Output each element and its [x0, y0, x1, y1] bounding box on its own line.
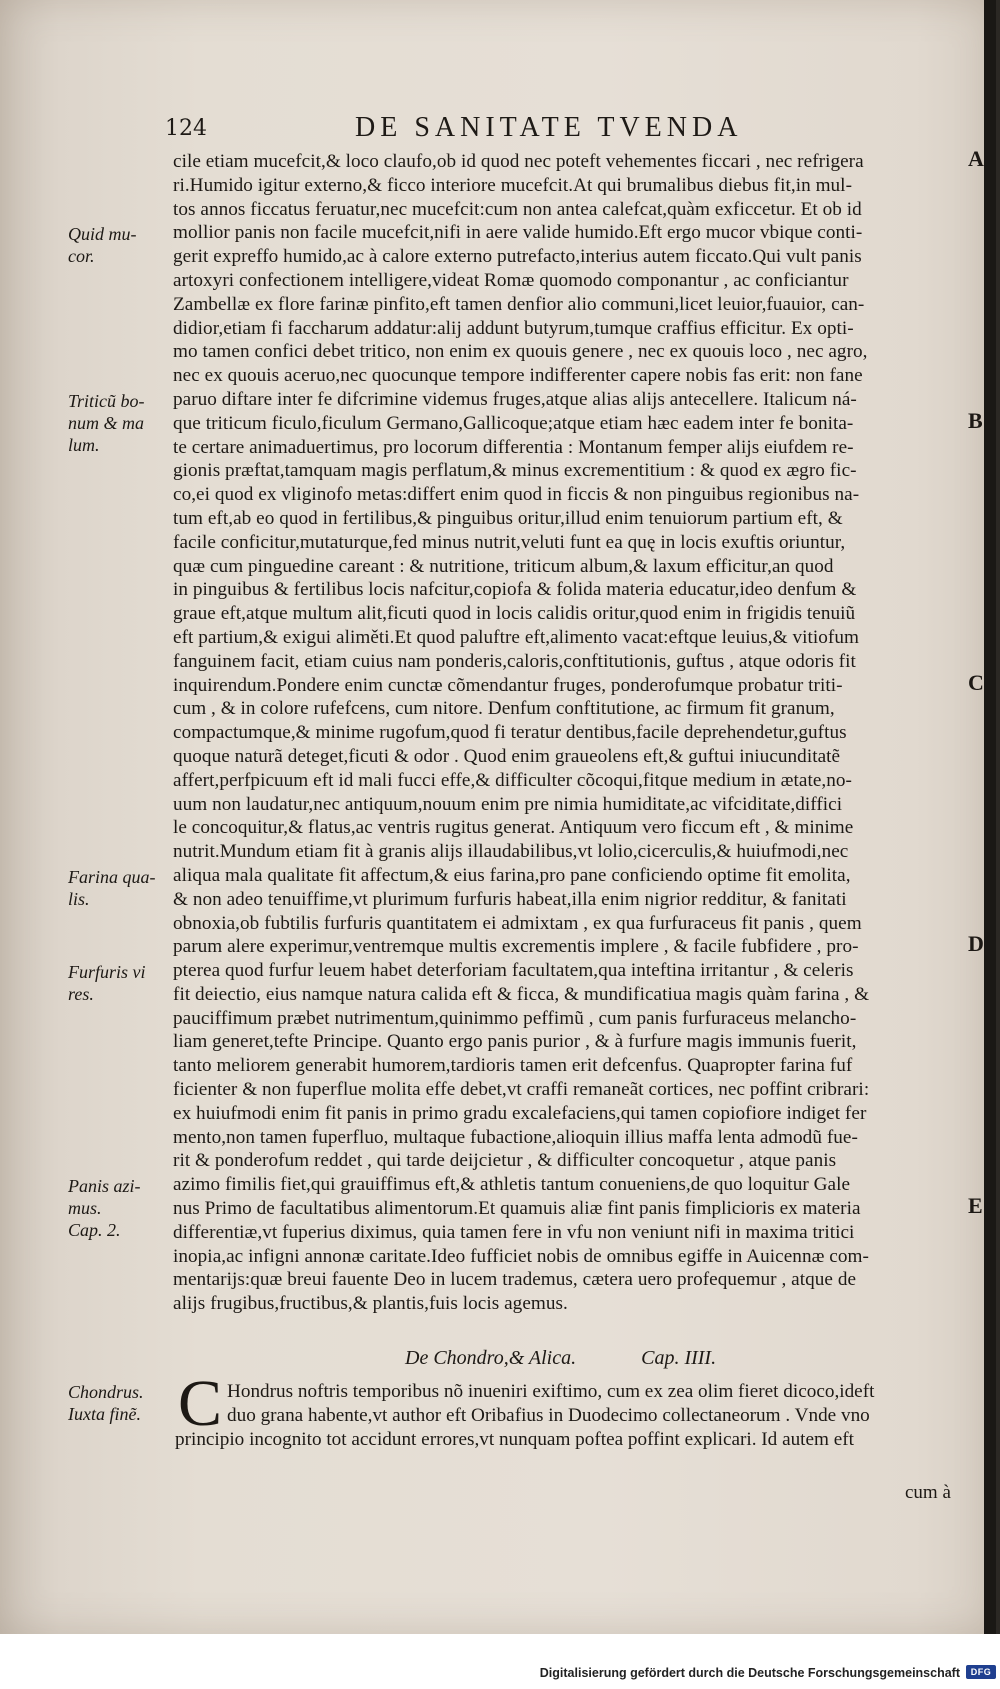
text-line: tanto meliorem generabit humorem,tardioris tamen erit defcenfus. Quapropter farina fuf	[173, 1055, 853, 1077]
chapter-text-line: duo grana habente,vt author eft Oribafius in Duodecimo collectaneorum . Vnde vno	[227, 1405, 870, 1426]
text-line: fanguinem facit, etiam cuius nam ponderis,caloris,conftitutionis, guftus , atque odoris fit	[173, 650, 856, 672]
footer-credit: Digitalisierung gefördert durch die Deutsche Forschungsgemeinschaft	[539, 1666, 960, 1680]
text-line: gionis præftat,tamquam magis perflatum,& minus excrementitium : & quod ex ægro fic-	[173, 460, 857, 482]
margin-note-line: lis.	[68, 889, 90, 909]
text-line: paruo diftare inter fe difcrimine videmus fruges,atque alias alijs antecellere. Italicum ná-	[173, 388, 857, 410]
text-line: obnoxia,ob fubtilis furfuris quantitatem ei admixtam , ex qua furfuraceus fit panis , quem	[173, 912, 862, 934]
chapter-text	[175, 1380, 960, 1452]
section-marker: B	[968, 407, 983, 433]
main-text	[173, 150, 960, 1316]
text-line: mo tamen confici debet tritico, non enim ex quouis genere , nec ex quouis loco , nec agro,	[173, 341, 868, 363]
margin-note-line: Farina qua-	[68, 867, 156, 887]
chapter-number: Cap. IIII.	[641, 1347, 717, 1369]
margin-note-line: Furfuris vi	[68, 962, 146, 983]
text-line: ficienter & non fuperflue molita effe debet,vt craffi remaneãt cortices, nec poffint cribrari:	[173, 1079, 870, 1101]
text-line: inopia,ac infigni annonæ caritate.Ideo fufficiet nobis de omnibus egiffe in Auicennæ com-	[173, 1245, 869, 1267]
text-line: gerit expreffo humido,ac à calore externo putrefacto,interius autem ficcato.Qui vult panis	[173, 246, 862, 268]
text-line: le concoquitur,& flatus,ac ventris rugitus generat. Antiquum vero ficcum eft , & minime	[173, 817, 854, 839]
text-line: Zambellæ ex flore farinæ pinfito,eft tamen denfior alio communi,licet leuior,fuauior, can-	[173, 293, 865, 315]
margin-note-line: Cap. 2.	[68, 1220, 121, 1241]
margin-note	[68, 223, 168, 267]
text-line: nus Primo de facultatibus alimentorum.Et quamuis aliæ fint panis fimplicioris ex materia	[173, 1198, 861, 1220]
page-edge-shadow	[996, 0, 1000, 1634]
drop-cap: C	[178, 1367, 223, 1440]
margin-note-line: Chondrus.	[68, 1382, 144, 1402]
text-line: pterea quod furfur leuem habet deterforiam facultatem,qua inteftina irritantur , & celeris	[173, 960, 854, 982]
margin-note	[68, 390, 168, 456]
margin-note	[68, 961, 168, 1005]
page-header	[165, 108, 815, 152]
page-number: 124	[165, 116, 207, 141]
margin-note-line: lum.	[68, 435, 100, 455]
catchword: cum à	[905, 1482, 951, 1503]
text-line: ri.Humido igitur externo,& ficco interiore mucefcit.At qui brumalibus diebus fit,in mul-	[173, 174, 853, 196]
margin-note-line: res.	[68, 984, 94, 1005]
margin-note-line: Iuxta finẽ.	[68, 1404, 141, 1424]
text-line: cum , & in colore rufefcens, cum nitore. Denfum conftitutione, ac firmum fit granum,	[173, 698, 835, 720]
margin-note	[68, 1175, 168, 1241]
text-line: eft partium,& exigui aliměti.Et quod paluftre eft,alimento vacat:eftque leuius,& vitiofum	[173, 626, 859, 648]
text-line: compactumque,& minime rugofum,quod fi teratur dentibus,facile deprehendetur,guftus	[173, 722, 847, 744]
text-line: graue eft,atque multum alit,ficuti quod in locis calidis oritur,quod enim in frigidis tenuiũ	[173, 603, 856, 625]
text-line: que triticum ficulo,ficulum Germano,Gallicoque;atque etiam hæc eadem inter fe bonita-	[173, 412, 854, 434]
text-line: in pinguibus & fertilibus locis nafcitur,copiofa & folida materia educatur,ideo denfum &	[173, 579, 857, 601]
margin-note-line: num & ma	[68, 413, 144, 433]
text-line: alijs frugibus,fructibus,& plantis,fuis locis agemus.	[173, 1293, 568, 1315]
text-line: liam generet,tefte Principe. Quanto ergo panis purior , & à furfure magis immunis fuerit,	[173, 1031, 857, 1053]
running-title: DE SANITATE TVENDA	[355, 112, 743, 143]
text-line: quæ cum pinguedine careant : & nutritione, triticum album,& laxum efficitur,an quod	[173, 555, 834, 577]
margin-note-line: cor.	[68, 246, 95, 267]
text-line: affert,perfpicuum eft id mali fucci effe,& difficulter cõcoqui,fitque medium in ætate,no-	[173, 769, 852, 791]
text-line: azimo fimilis fiet,qui grauiffimus eft,& athletis tantum conueniens,de quo loquitur Gale	[173, 1174, 851, 1196]
text-line: ex huiufmodi enim fit panis in primo gradu excalefaciens,qui tamen copiofiore indiget fer	[173, 1102, 867, 1124]
chapter-heading	[405, 1347, 716, 1370]
dfg-logo: DFG	[966, 1665, 996, 1679]
section-marker: C	[968, 669, 984, 695]
text-line: mollior panis non facile mucefcit,nifi in aere valide humido.Eft ergo mucor vbique conti-	[173, 222, 863, 244]
text-line: inquirendum.Pondere enim cunctæ cõmendantur fruges, ponderofumque probatur triti-	[173, 674, 843, 696]
text-line: mentarijs:quæ breui fauente Deo in lucem trademus, cætera uero profequemur , atque de	[173, 1269, 857, 1291]
chapter-text-line: Hondrus noftris temporibus nõ inueniri exiftimo, cum ex zea olim fieret dicoco,ideft	[227, 1381, 875, 1402]
margin-note-line: Quid mu-	[68, 224, 137, 245]
text-line: fit deiectio, eius namque natura calida eft & ficca, & mundificatiua magis quàm farina , &	[173, 983, 870, 1005]
margin-note-line: mus.	[68, 1198, 102, 1219]
text-line: tos annos ficcatus feruatur,nec mucefcit:cum non antea calefcat,quàm exficcetur. Et ob id	[173, 198, 862, 220]
text-line: nutrit.Mundum etiam fit à granis alijs illaudabilibus,vt lolio,cicerculis,& huiufmodi,nec	[173, 841, 849, 863]
text-line: differentiæ,vt fuperius diximus, quia tamen fere in vfu non veniunt nifi in maxima tritici	[173, 1221, 855, 1243]
text-line: te certare animaduertimus, pro locorum differentia : Montanum femper alijs eiufdem re-	[173, 436, 854, 458]
margin-note-line: Triticũ bo-	[68, 391, 145, 411]
text-line: pauciffimum præbet nutrimentum,quinimmo peffimũ , cum panis furfuraceus melancho-	[173, 1007, 857, 1029]
margin-note	[68, 866, 168, 910]
text-line: facile conficitur,mutaturque,fed minus nutrit,veluti funt ea quę in locis exuftis oriuntur,	[173, 531, 846, 553]
text-line: co,ei quod ex vliginofo metas:differt enim quod in ficcis & non pinguibus regionibus na-	[173, 484, 860, 506]
margin-note-line: Panis azi-	[68, 1176, 141, 1197]
chapter-text-line: principio incognito tot accidunt errores,vt nunquam poftea poffint explicari. Id autem eft	[175, 1429, 854, 1450]
text-line: uum non laudatur,nec antiquum,nouum enim pre nimia humiditate,ac vifciditate,diffici	[173, 793, 843, 815]
section-marker: A	[968, 146, 984, 171]
text-line: aliqua mala qualitate fit affectum,& eius farina,pro pane conficiendo optime fit emolita,	[173, 864, 851, 886]
chapter-margin-note	[68, 1381, 168, 1425]
text-line: & non adeo tenuiffime,vt plurimum furfuris habeat,illa enim nigrior redditur, & fanitati	[173, 888, 847, 910]
text-line: cile etiam mucefcit,& loco claufo,ob id quod nec poteft vehementes ficcari , nec refrigera	[173, 151, 864, 172]
text-line: mento,non tamen fuperfluo, multaque fubactione,alioquin illius maffa lenta admodũ fue-	[173, 1126, 858, 1148]
text-line: nec ex quouis aceruo,nec quocunque tempore indifferenter capere nobis fas erit: non fane	[173, 365, 863, 387]
chapter-title: De Chondro,& Alica.	[405, 1347, 577, 1369]
section-marker: E	[968, 1193, 983, 1219]
text-line: rit & ponderofum reddet , qui tarde deijcietur , & difficulter concoquetur , atque panis	[173, 1150, 837, 1172]
text-line: quoque naturã deteget,ficuti & odor . Quod enim graueolens eft,& guftui iniucunditatẽ	[173, 745, 841, 767]
text-line: artoxyri confectionem intelligere,videat Romæ quomodo componantur , ac conficiantur	[173, 269, 849, 291]
text-line: didior,etiam fi faccharum addatur:alij addunt butyrum,tumque craffius efficitur. Ex opti-	[173, 317, 854, 339]
text-line: tum eft,ab eo quod in fertilibus,& pinguibus oritur,illud enim tenuiorum partium eft, &	[173, 507, 843, 529]
text-line: parum alere experimur,ventremque multis excrementis implere , & facile fubfidere , pro-	[173, 936, 859, 958]
section-marker: D	[968, 931, 984, 957]
